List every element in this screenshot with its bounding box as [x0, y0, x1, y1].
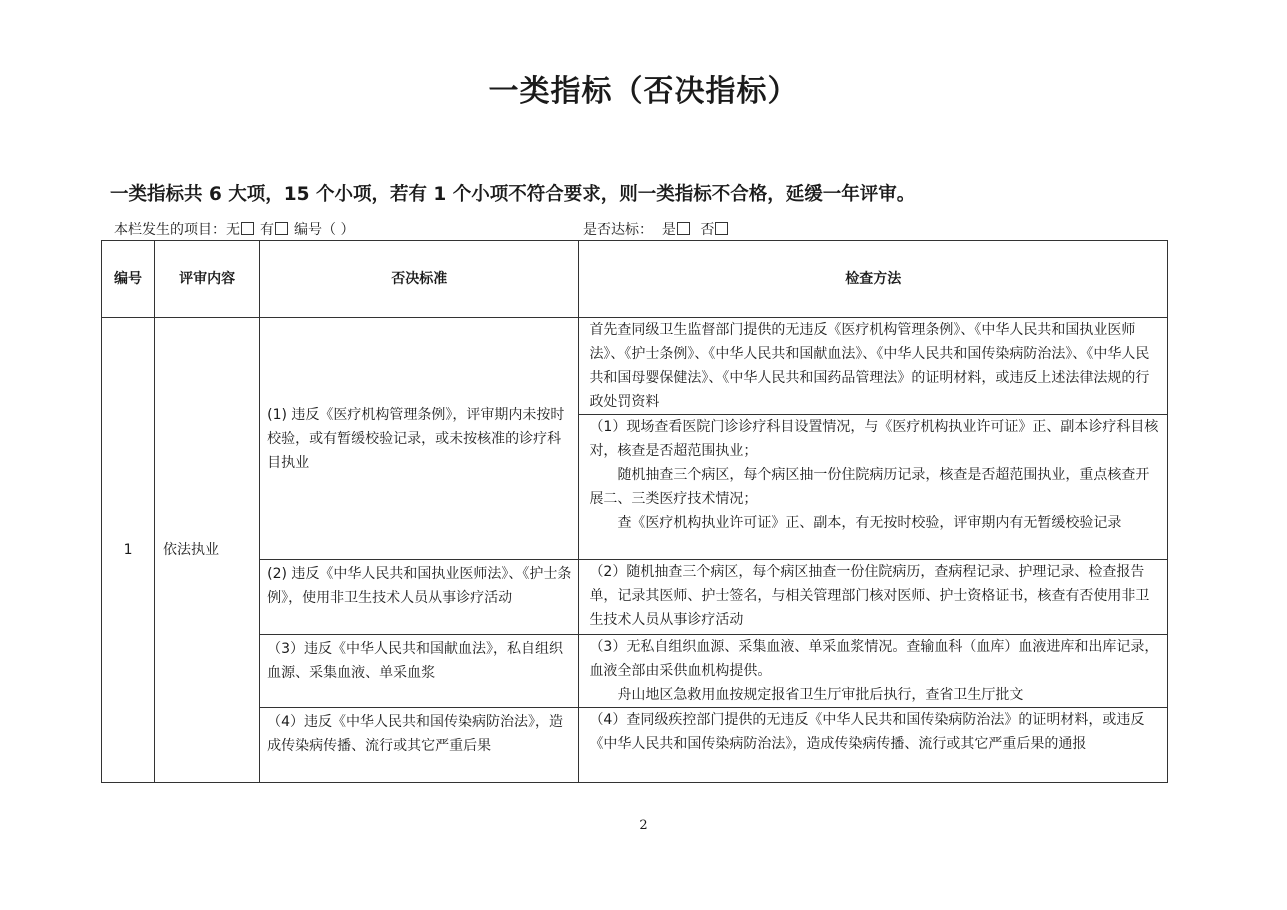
- compliance-label: 是否达标：: [583, 222, 653, 238]
- table-row: [102, 708, 1168, 783]
- header-std: 否决标准: [260, 241, 579, 318]
- check-method-1-b: 随机抽查三个病区，每个病区抽一份住院病历记录，核查是否超范围执业，重点核查开展二、三类医疗技术情况；: [589, 467, 1150, 507]
- checkbox-noncompliant[interactable]: [715, 222, 728, 235]
- occurrence-yes-label: 有: [260, 222, 274, 238]
- check-method-4: （4）查同级疾控部门提供的无违反《中华人民共和国传染病防治法》的证明材料，或违反《中华人民共和国传染病防治法》，造成传染病传播、流行或其它严重后果的通报: [579, 708, 1168, 783]
- veto-standard-1: (1) 违反《医疗机构管理条例》，评审期内未按时校验，或有暂缓校验记录，或未按核准的诊疗科目执业: [260, 318, 579, 560]
- checkbox-compliant[interactable]: [677, 222, 690, 235]
- compliance-no-label: 否: [700, 222, 715, 238]
- page-title: 一类指标（否决指标）: [488, 74, 799, 109]
- table-row: [102, 318, 1168, 415]
- check-method-general: 首先查同级卫生监督部门提供的无违反《医疗机构管理条例》、《中华人民共和国执业医师法》、《护士条例》、《中华人民共和国献血法》、《中华人民共和国传染病防治法》、《中华人民共和国母婴保健法》、《中华人民共和国药品管理法》的证明材料，或违反上述法律法规的行政处罚资料: [579, 318, 1168, 415]
- check-method-1-c: 查《医疗机构执业许可证》正、副本，有无按时校验，评审期内有无暂缓校验记录: [617, 515, 1122, 531]
- table-row: [102, 560, 1168, 635]
- occurrence-line: [114, 219, 354, 239]
- check-method-3-a: （3）无私自组织血源、采集血液、单采血浆情况。查输血科（血库）血液进库和出库记录，血液全部由采供血机构提供。: [589, 639, 1159, 679]
- check-method-3-b: 舟山地区急救用血按规定报省卫生厅审批后执行，查省卫生厅批文: [617, 687, 1024, 703]
- intro-text: 一类指标共 6 大项，15 个小项，若有 1 个小项不符合要求，则一类指标不合格，延缓一年评审。: [110, 184, 916, 205]
- occurrence-label: 本栏发生的项目：无: [114, 222, 240, 238]
- checkbox-none[interactable]: [241, 222, 254, 235]
- check-method-3: [579, 635, 1168, 708]
- check-method-1-a: （1）现场查看医院门诊诊疗科目设置情况，与《医疗机构执业许可证》正、副本诊疗科目核对，核查是否超范围执业；: [589, 419, 1159, 459]
- checkbox-yes[interactable]: [275, 222, 288, 235]
- compliance-line: [583, 219, 734, 239]
- compliance-yes-label: 是: [661, 222, 676, 238]
- header-method: 检查方法: [579, 241, 1168, 318]
- page-number: 2: [639, 818, 648, 833]
- header-num: 编号: [102, 241, 155, 318]
- check-method-1: [579, 415, 1168, 560]
- occurrence-number-label: 编号（ ）: [294, 222, 355, 238]
- table-header-row: [102, 241, 1168, 318]
- header-content: 评审内容: [155, 241, 260, 318]
- veto-indicator-table: [101, 240, 1168, 783]
- review-content: 依法执业: [155, 318, 260, 783]
- veto-standard-4: （4）违反《中华人民共和国传染病防治法》，造成传染病传播、流行或其它严重后果: [260, 708, 579, 783]
- table-row: [102, 635, 1168, 708]
- row-number: 1: [102, 318, 155, 783]
- check-method-2: （2）随机抽查三个病区，每个病区抽查一份住院病历，查病程记录、护理记录、检查报告单，记录其医师、护士签名，与相关管理部门核对医师、护士资格证书，核查有否使用非卫生技术人员从事诊疗活动: [579, 560, 1168, 635]
- veto-standard-3: （3）违反《中华人民共和国献血法》，私自组织血源、采集血液、单采血浆: [260, 635, 579, 708]
- veto-standard-2: (2) 违反《中华人民共和国执业医师法》、《护士条例》，使用非卫生技术人员从事诊疗活动: [260, 560, 579, 635]
